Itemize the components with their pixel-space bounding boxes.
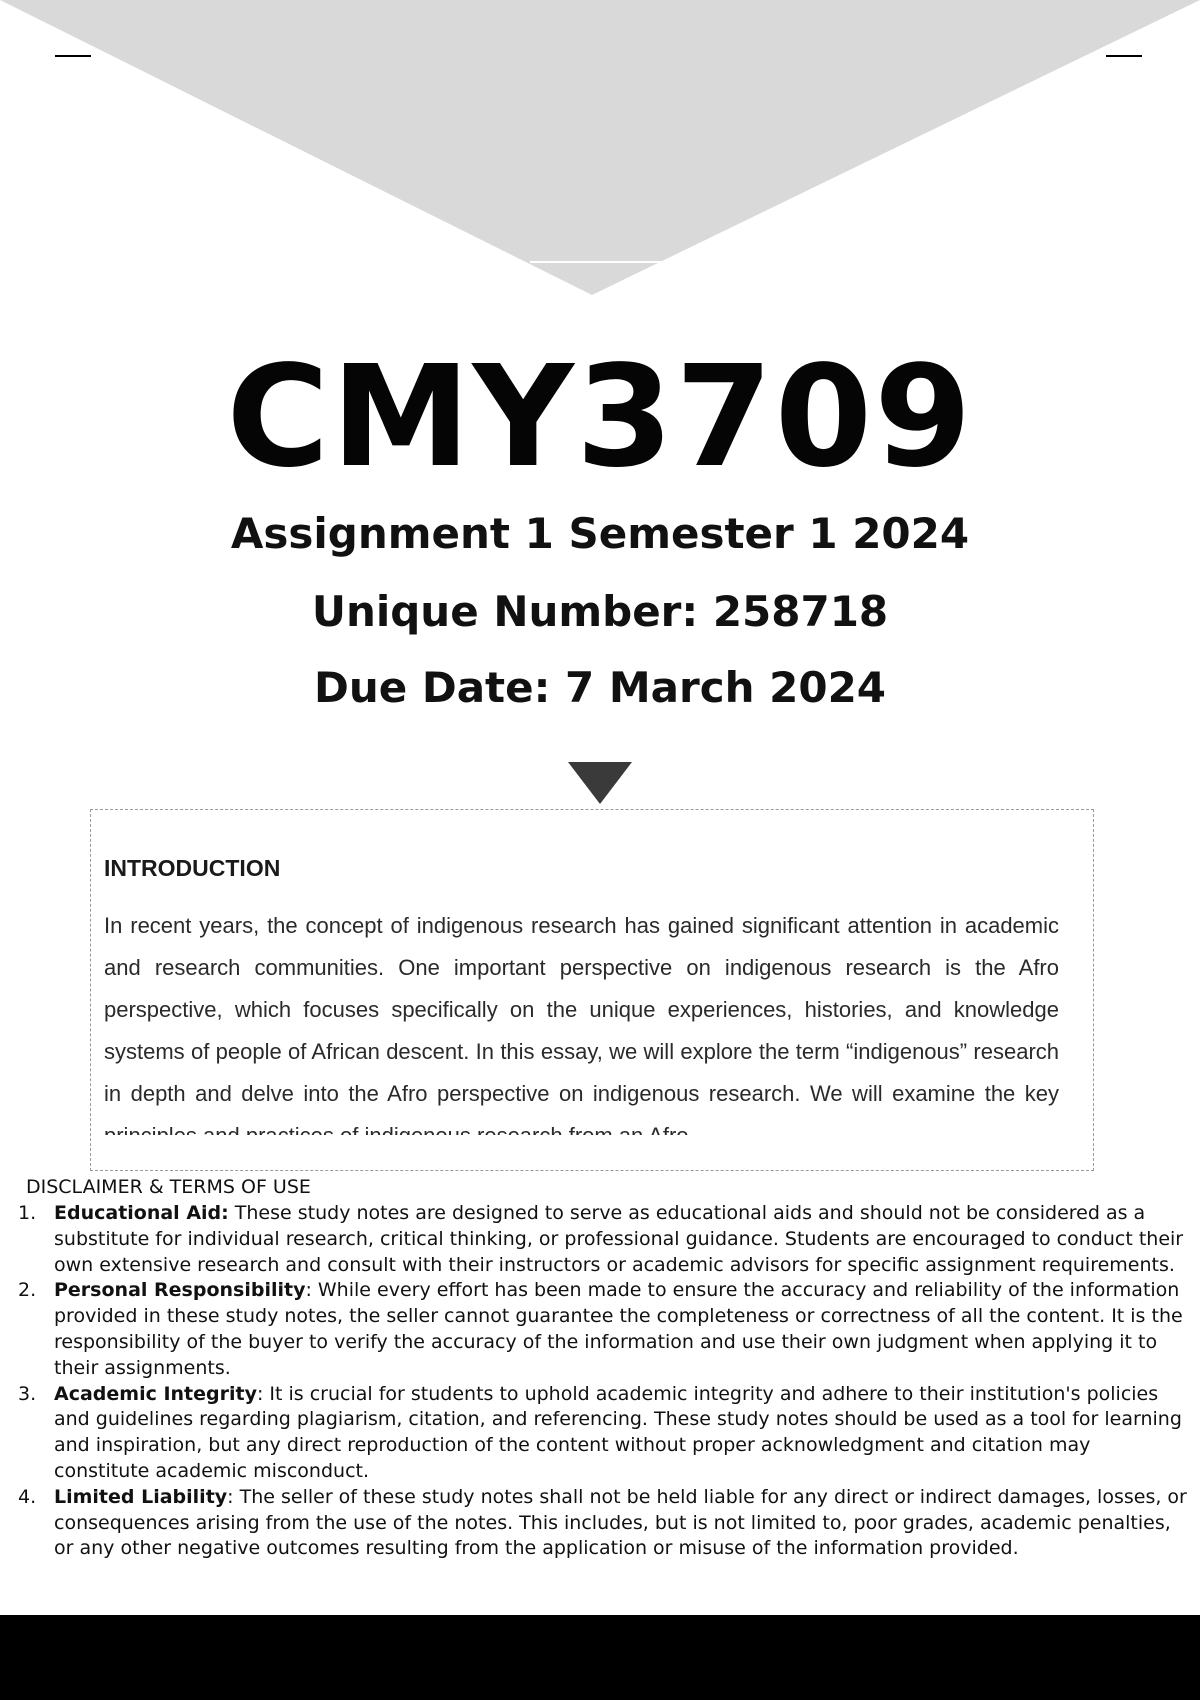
disclaimer-item-educational-aid [0, 1201, 1188, 1278]
item-title: Academic Integrity [54, 1382, 257, 1405]
disclaimer-item-academic-integrity [0, 1382, 1188, 1485]
unique-number-line: Unique Number: 258718 [311, 587, 889, 636]
course-code-title: CMY3709 [226, 336, 974, 499]
introduction-preview-box [90, 809, 1094, 1171]
item-text: : While every effort has been made to ensure the accuracy and reliability of the information provided in these study notes, the seller cannot guarantee the completeness or correctness of all the content. It is the responsibility of the buyer to verify the accuracy of the information and use their own judgment when applying it to their assignments. [54, 1279, 1183, 1379]
due-date-line: Due Date: 7 March 2024 [313, 663, 887, 712]
item-title: Limited Liability [54, 1485, 228, 1508]
corner-mark-left [55, 55, 91, 57]
item-number: 2. [18, 1279, 37, 1302]
down-triangle-icon [568, 762, 632, 804]
item-text: : The seller of these study notes shall not be held liable for any direct or indirect damages, losses, or consequences arising from the use of the notes. This includes, but is not limited to, poor grades, academic penalties, or any other negative outcomes resulting from the application or misuse of the information provided. [54, 1485, 1187, 1560]
disclaimer-item-personal-responsibility [0, 1278, 1188, 1381]
introduction-text: In recent years, the concept of indigenous research has gained significant attention in academic and research communities. One important perspective on indigenous research is the Afro perspective, which focuses specifically on the unique experiences, histories, and knowledge systems of people of African descent. In this essay, we will explore the term “indigenous” research in depth and delve into the Afro perspective on indigenous research. We will examine the key [104, 913, 1059, 1106]
item-text: : It is crucial for students to uphold academic integrity and adhere to their institution's policies and guidelines regarding plagiarism, citation, and referencing. These study notes should be used as a tool for learning and inspiration, but any direct reproduction of the content without proper acknowledgment and citation may constitute academic misconduct. [54, 1382, 1182, 1482]
assignment-line: Assignment 1 Semester 1 2024 [230, 509, 970, 558]
corner-mark-right [1106, 55, 1142, 57]
item-title: Educational Aid: [54, 1202, 229, 1224]
item-title: Personal Responsibility [54, 1279, 306, 1302]
disclaimer-title: DISCLAIMER & TERMS OF USE [26, 1176, 311, 1198]
preview-cutoff [91, 1135, 1093, 1170]
footer-bar [0, 1615, 1200, 1700]
item-number: 3. [18, 1382, 37, 1405]
disclaimer-list [0, 1201, 1188, 1562]
item-text: These study notes are designed to serve as educational aids and should not be considered as a substitute for individual research, critical thinking, or professional guidance. Students are encouraged to conduct their own extensive research and consult with their instructors or academic advisors for specific assignment requirements. [54, 1202, 1184, 1276]
header-chevron-banner [0, 0, 1200, 300]
item-number: 4. [18, 1485, 37, 1508]
introduction-heading: INTRODUCTION [104, 855, 281, 881]
disclaimer-item-limited-liability [0, 1485, 1188, 1562]
item-number: 1. [18, 1202, 37, 1224]
